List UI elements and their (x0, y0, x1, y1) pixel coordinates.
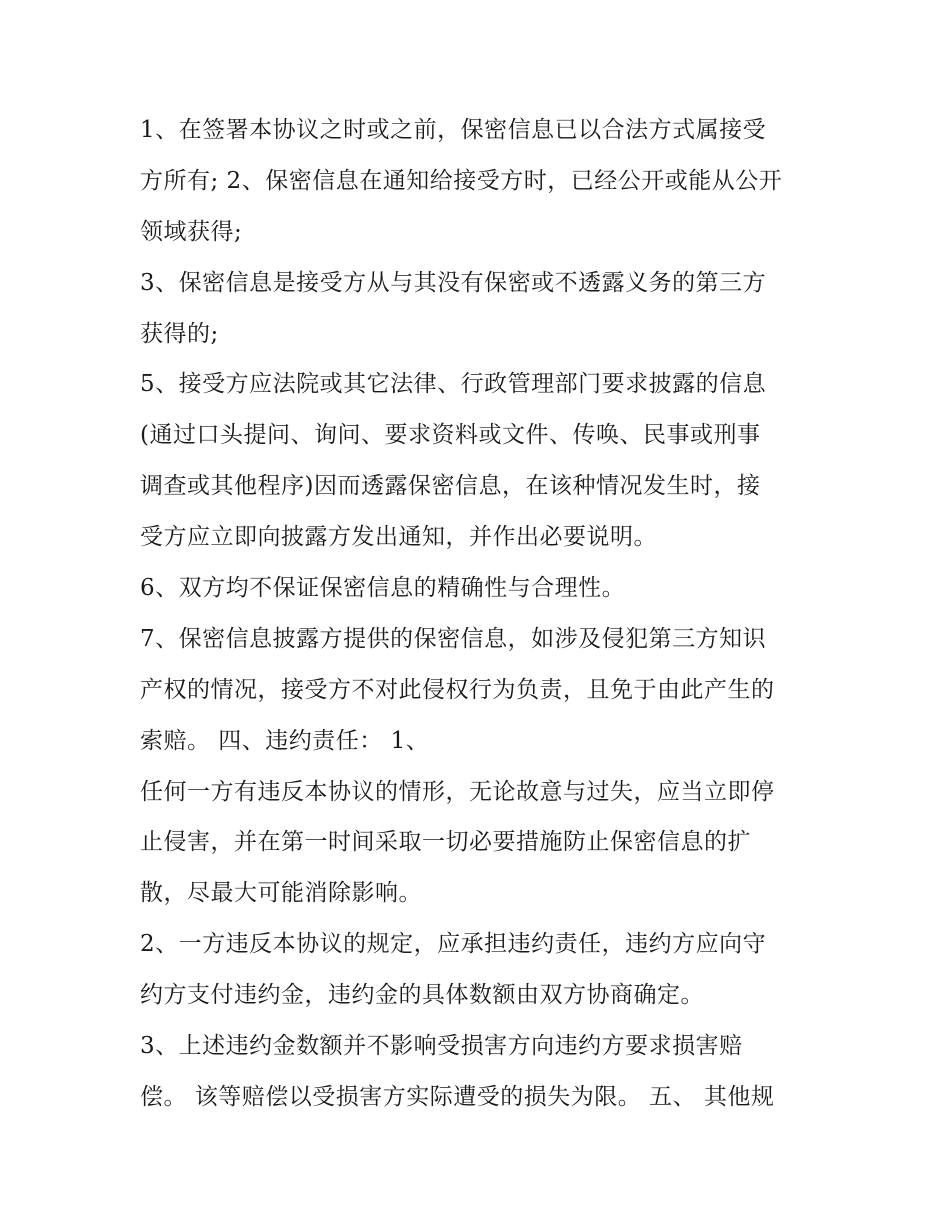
text-line-17: 2、一方违反本协议的规定，应承担违约责任，违约方应向守 (140, 931, 767, 958)
text-line-13: 索赔。 四、违约责任： 1、 (140, 727, 430, 754)
text-line-8: 调查或其他程序)因而透露保密信息，在该种情况发生时，接 (140, 473, 761, 500)
text-line-9: 受方应立即向披露方发出通知，并作出必要说明。 (140, 524, 657, 551)
text-line-19: 3、上述违约金数额并不影响受损害方向违约方要求损害赔 (140, 1033, 743, 1060)
text-line-7: (通过口头提问、询问、要求资料或文件、传唤、民事或刑事 (140, 422, 761, 449)
text-line-10: 6、双方均不保证保密信息的精确性与合理性。 (140, 575, 626, 602)
text-line-1: 1、在签署本协议之时或之前，保密信息已以合法方式属接受 (140, 117, 767, 143)
text-line-2: 方所有; 2、保密信息在通知给接受方时，已经公开或能从公开 (140, 167, 783, 194)
text-line-15: 止侵害，并在第一时间采取一切必要措施防止保密信息的扩 (140, 829, 751, 856)
text-line-4: 3、保密信息是接受方从与其没有保密或不透露义务的第三方 (140, 269, 767, 296)
document-body (140, 105, 820, 1123)
text-line-5: 获得的; (140, 320, 219, 347)
text-line-11: 7、保密信息披露方提供的保密信息，如涉及侵犯第三方知识 (140, 625, 767, 652)
text-line-12: 产权的情况，接受方不对此侵权行为负责，且免于由此产生的 (140, 676, 775, 703)
text-line-6: 5、接受方应法院或其它法律、行政管理部门要求披露的信息 (140, 371, 767, 398)
text-line-18: 约方支付违约金，违约金的具体数额由双方协商确定。 (140, 982, 704, 1009)
text-line-3: 领域获得; (140, 218, 243, 245)
text-line-20: 偿。 该等赔偿以受损害方实际遭受的损失为限。 五、 其他规 (140, 1083, 775, 1110)
text-line-14: 任何一方有违反本协议的情形，无论故意与过失，应当立即停 (140, 778, 775, 805)
text-line-16: 散，尽最大可能消除影响。 (140, 880, 422, 907)
